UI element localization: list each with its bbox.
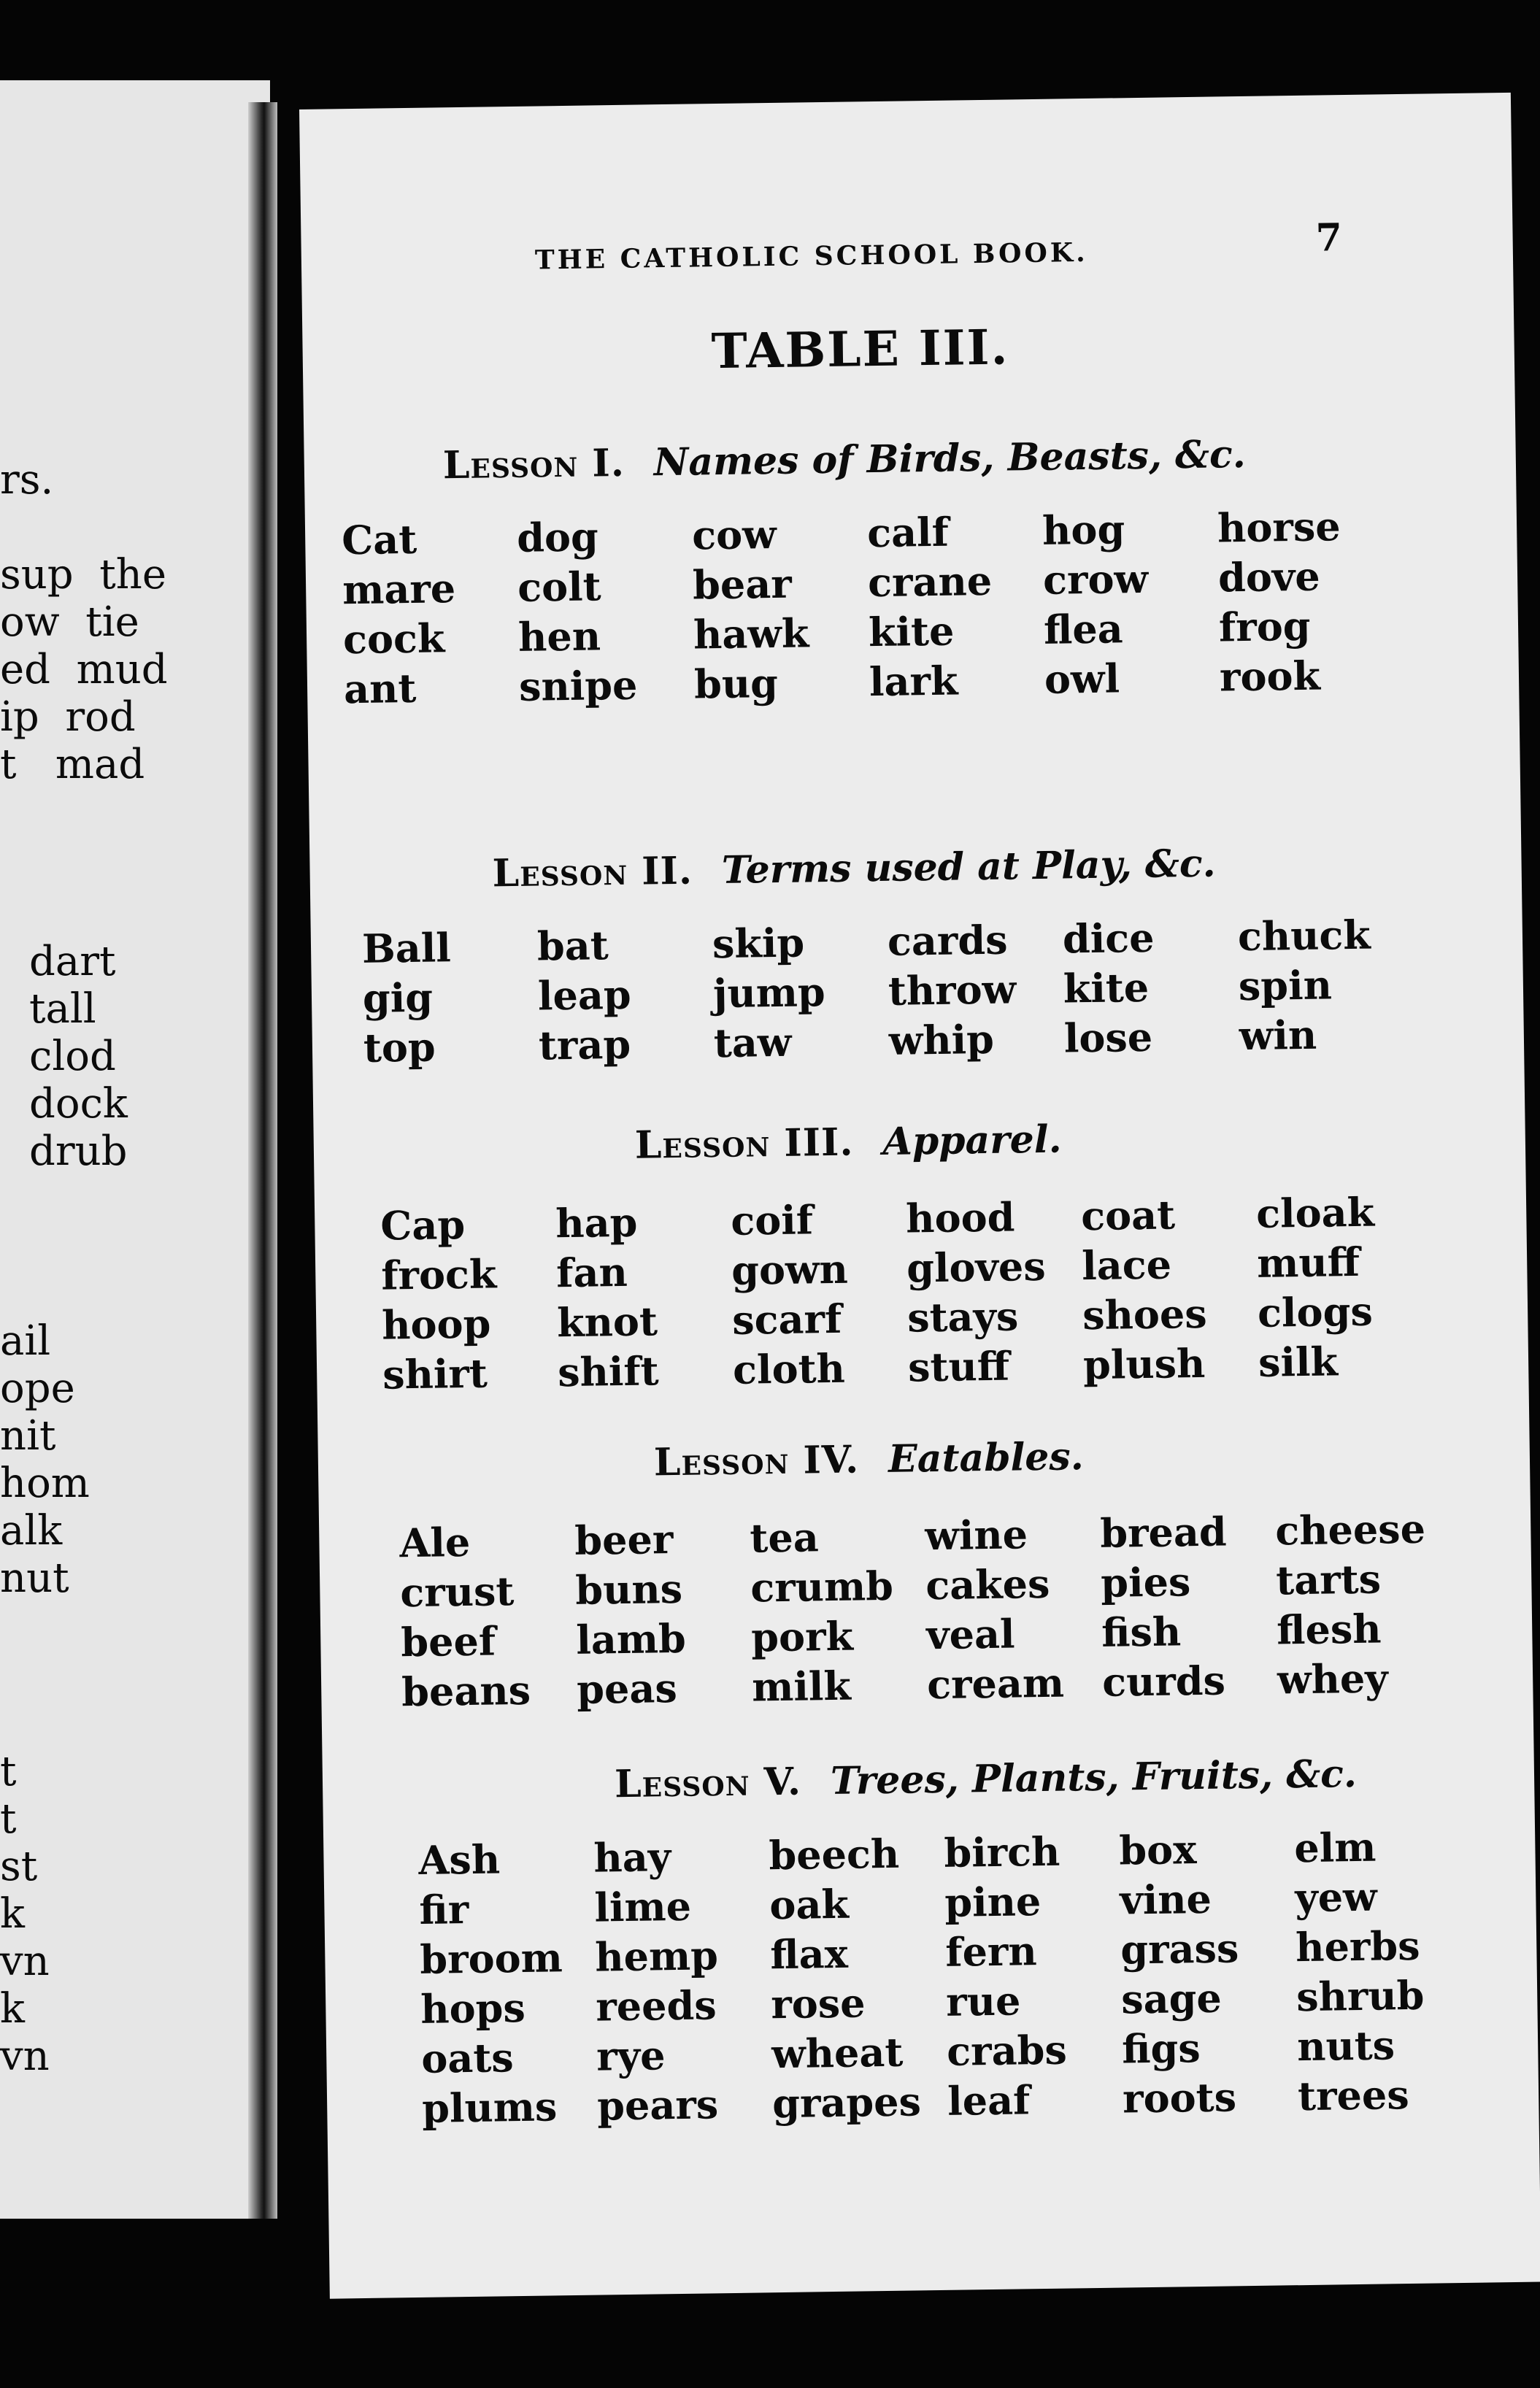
spelling-word: hog: [1042, 506, 1125, 554]
spelling-word: lose: [1063, 1013, 1153, 1062]
spelling-word: flax: [769, 1930, 849, 1979]
spelling-word: Ball: [361, 924, 452, 972]
spelling-word: plush: [1082, 1339, 1206, 1389]
facing-page-fragment-text: sup the: [0, 551, 166, 598]
spelling-word: lime: [593, 1882, 692, 1931]
spelling-word: hay: [593, 1833, 671, 1881]
facing-page-fragment-text: vn: [0, 2033, 50, 2080]
facing-page-fragment-text: rs.: [0, 456, 54, 504]
facing-page-fragment-text: nut: [0, 1555, 69, 1602]
spelling-word: horse: [1217, 503, 1341, 552]
spelling-word: crow: [1042, 555, 1149, 604]
spelling-word: cards: [887, 916, 1008, 965]
facing-page-fragment-text: nit: [0, 1412, 56, 1460]
facing-page-fragment-text: st: [0, 1843, 38, 1890]
facing-page-fragment-text: t mad: [0, 741, 145, 788]
spelling-word: crust: [399, 1568, 515, 1617]
spelling-word: herbs: [1295, 1922, 1420, 1971]
spelling-word: cakes: [925, 1560, 1050, 1609]
lesson-title: Terms used at Play, &c.: [721, 841, 1217, 893]
spelling-word: veal: [925, 1610, 1015, 1659]
spelling-word: taw: [713, 1018, 792, 1067]
lesson-heading: [492, 841, 1216, 896]
spelling-word: milk: [751, 1662, 852, 1711]
facing-page-fragment-text: drub: [29, 1128, 128, 1175]
spelling-word: lamb: [575, 1614, 687, 1663]
facing-page-fragment-text: ed mud: [0, 646, 168, 693]
book-gutter: [248, 102, 277, 2219]
spelling-word: fern: [944, 1927, 1038, 1976]
spelling-word: fish: [1101, 1608, 1182, 1656]
spelling-word: cloak: [1255, 1188, 1375, 1237]
spelling-word: gown: [731, 1245, 849, 1294]
spelling-word: dove: [1217, 552, 1321, 601]
spelling-word: skip: [712, 919, 805, 968]
lesson-label: Lesson I.: [442, 440, 625, 488]
spelling-word: tarts: [1275, 1555, 1382, 1604]
word-table: [342, 503, 1395, 712]
spelling-word: broom: [419, 1934, 563, 1983]
spelling-word: flea: [1043, 605, 1124, 653]
lesson-heading: [654, 1434, 1085, 1484]
spelling-word: kite: [1063, 963, 1150, 1012]
spelling-word: hap: [555, 1198, 638, 1247]
spelling-word: scarf: [731, 1295, 842, 1344]
spelling-word: owl: [1044, 655, 1120, 703]
spelling-word: Cat: [341, 515, 417, 564]
book-page: [299, 93, 1540, 2299]
facing-page-fragment-text: dock: [29, 1080, 128, 1128]
spelling-word: calf: [866, 508, 950, 557]
facing-page-fragment-text: vn: [0, 1938, 50, 1985]
spelling-word: kite: [868, 607, 955, 656]
spelling-word: top: [363, 1023, 436, 1071]
lesson-title: Names of Birds, Beasts, &c.: [653, 431, 1247, 485]
spelling-word: beef: [400, 1617, 496, 1666]
word-table: [418, 1823, 1473, 2131]
spelling-word: silk: [1258, 1338, 1339, 1386]
facing-page-fragment-text: ip rod: [0, 693, 136, 741]
facing-page-fragment-text: k: [0, 1890, 25, 1938]
spelling-word: trees: [1297, 2071, 1410, 2120]
spelling-word: cock: [342, 615, 445, 663]
spelling-word: shirt: [382, 1349, 488, 1398]
spelling-word: hood: [905, 1193, 1015, 1242]
spelling-word: Ale: [399, 1518, 471, 1567]
spelling-word: sage: [1120, 1974, 1223, 2023]
facing-page-fragment-text: alk: [0, 1507, 63, 1555]
spelling-word: beer: [574, 1516, 674, 1564]
facing-page-fragment-text: t: [0, 1795, 17, 1843]
spelling-word: hawk: [693, 609, 809, 658]
lesson-heading: [615, 1752, 1358, 1806]
spelling-word: win: [1239, 1011, 1317, 1060]
spelling-word: chuck: [1237, 911, 1371, 960]
lesson-title: Apparel.: [882, 1117, 1062, 1164]
spelling-word: muff: [1256, 1238, 1360, 1287]
facing-page-fragment-text: dart: [29, 938, 116, 985]
spelling-word: oak: [769, 1880, 850, 1929]
page-number: 7: [1315, 215, 1343, 261]
spelling-word: fan: [555, 1248, 628, 1297]
spelling-word: cheese: [1274, 1505, 1426, 1555]
spelling-word: curds: [1101, 1657, 1226, 1706]
spelling-word: pork: [750, 1612, 854, 1661]
spelling-word: bat: [536, 922, 609, 970]
spelling-word: flesh: [1276, 1605, 1382, 1654]
spelling-word: figs: [1121, 2025, 1201, 2073]
spelling-word: hops: [420, 1984, 526, 2033]
spelling-word: Cap: [380, 1201, 466, 1249]
spelling-word: Ash: [418, 1836, 501, 1884]
facing-page-fragment-text: k: [0, 1985, 25, 2033]
spelling-word: cloth: [732, 1344, 846, 1393]
spelling-word: colt: [517, 563, 601, 611]
facing-page-fragment-text: hom: [0, 1460, 90, 1507]
spelling-word: clogs: [1257, 1287, 1374, 1336]
spelling-word: crabs: [946, 2026, 1068, 2075]
spelling-word: coat: [1080, 1191, 1176, 1240]
spelling-word: snipe: [518, 661, 638, 710]
spelling-word: hoop: [381, 1300, 491, 1349]
facing-page-fragment-text: clod: [29, 1033, 116, 1080]
lesson-heading: [634, 1117, 1062, 1168]
spelling-word: roots: [1122, 2073, 1237, 2122]
spelling-word: gig: [362, 974, 434, 1022]
spelling-word: stays: [906, 1293, 1019, 1341]
spelling-word: cow: [691, 510, 777, 559]
spelling-word: beech: [769, 1830, 900, 1879]
spelling-word: knot: [556, 1298, 658, 1347]
spelling-word: bug: [693, 659, 779, 708]
spelling-word: rye: [596, 2032, 666, 2080]
spelling-word: reeds: [595, 1981, 717, 2030]
spelling-word: crumb: [750, 1562, 894, 1611]
facing-page-fragment-text: ope: [0, 1365, 75, 1412]
facing-page-fragment-text: ail: [0, 1317, 51, 1365]
spelling-word: box: [1118, 1826, 1197, 1874]
spelling-word: tea: [749, 1514, 820, 1562]
spelling-word: wheat: [771, 2028, 904, 2078]
spelling-word: yew: [1294, 1873, 1377, 1922]
spelling-word: bear: [692, 560, 793, 609]
spelling-word: shift: [557, 1347, 659, 1396]
spelling-word: pears: [596, 2081, 719, 2130]
spelling-word: nuts: [1296, 2022, 1395, 2071]
spelling-word: frog: [1218, 602, 1311, 651]
spelling-word: buns: [574, 1565, 683, 1614]
spelling-word: hemp: [594, 1932, 719, 1981]
lesson-title: Trees, Plants, Fruits, &c.: [830, 1751, 1358, 1804]
lesson-label: Lesson IV.: [653, 1437, 860, 1485]
spelling-word: fir: [419, 1886, 469, 1933]
spelling-word: vine: [1119, 1875, 1212, 1924]
facing-page-fragment-text: t: [0, 1748, 17, 1795]
spelling-word: gloves: [906, 1242, 1047, 1292]
spelling-word: shrub: [1295, 1971, 1425, 2021]
spelling-word: elm: [1293, 1823, 1377, 1872]
facing-page-fragment-text: tall: [29, 985, 96, 1033]
spelling-word: ant: [343, 664, 417, 713]
spelling-word: cream: [926, 1659, 1065, 1709]
spelling-word: leaf: [947, 2076, 1031, 2125]
spelling-word: frock: [380, 1250, 497, 1299]
spelling-word: whip: [888, 1015, 995, 1064]
spelling-word: throw: [888, 966, 1017, 1014]
spelling-word: spin: [1238, 961, 1333, 1010]
word-table: [380, 1188, 1434, 1397]
spelling-word: shoes: [1082, 1290, 1208, 1339]
spelling-word: bread: [1099, 1508, 1228, 1557]
spelling-word: crane: [867, 557, 993, 606]
spelling-word: dog: [516, 513, 599, 561]
spelling-word: jump: [712, 968, 826, 1017]
spelling-word: coif: [730, 1196, 814, 1244]
spelling-word: pine: [944, 1878, 1042, 1926]
spelling-word: rue: [945, 1977, 1021, 2025]
spelling-word: grass: [1120, 1925, 1239, 1973]
lesson-label: Lesson III.: [634, 1120, 854, 1168]
spelling-word: birch: [943, 1827, 1060, 1876]
spelling-word: pies: [1100, 1558, 1191, 1606]
spelling-word: grapes: [771, 2078, 922, 2127]
spelling-word: leap: [537, 971, 632, 1020]
spelling-word: trap: [538, 1020, 631, 1069]
spelling-word: beans: [401, 1666, 531, 1716]
lesson-label: Lesson V.: [614, 1759, 802, 1807]
spelling-word: lace: [1081, 1241, 1172, 1290]
spelling-word: plums: [421, 2083, 558, 2132]
spelling-word: stuff: [907, 1342, 1010, 1391]
lesson-title: Eatables.: [888, 1434, 1085, 1482]
running-head: THE CATHOLIC SCHOOL BOOK.: [534, 236, 1088, 276]
spelling-word: mare: [342, 565, 456, 614]
facing-page-fragment-text: ow tie: [0, 598, 139, 646]
spelling-word: peas: [576, 1664, 678, 1713]
spelling-word: oats: [420, 2034, 515, 2082]
lesson-heading: [442, 432, 1246, 488]
word-table: [362, 912, 1415, 1071]
spelling-word: dice: [1062, 914, 1155, 963]
spelling-word: whey: [1277, 1655, 1389, 1703]
spelling-word: lark: [869, 657, 958, 706]
word-table: [399, 1506, 1453, 1714]
spelling-word: hen: [517, 612, 601, 660]
spelling-word: rook: [1219, 652, 1321, 701]
spelling-word: rose: [770, 1979, 866, 2028]
table-title: TABLE III.: [711, 318, 1009, 380]
lesson-label: Lesson II.: [492, 848, 693, 896]
spelling-word: wine: [924, 1511, 1028, 1560]
